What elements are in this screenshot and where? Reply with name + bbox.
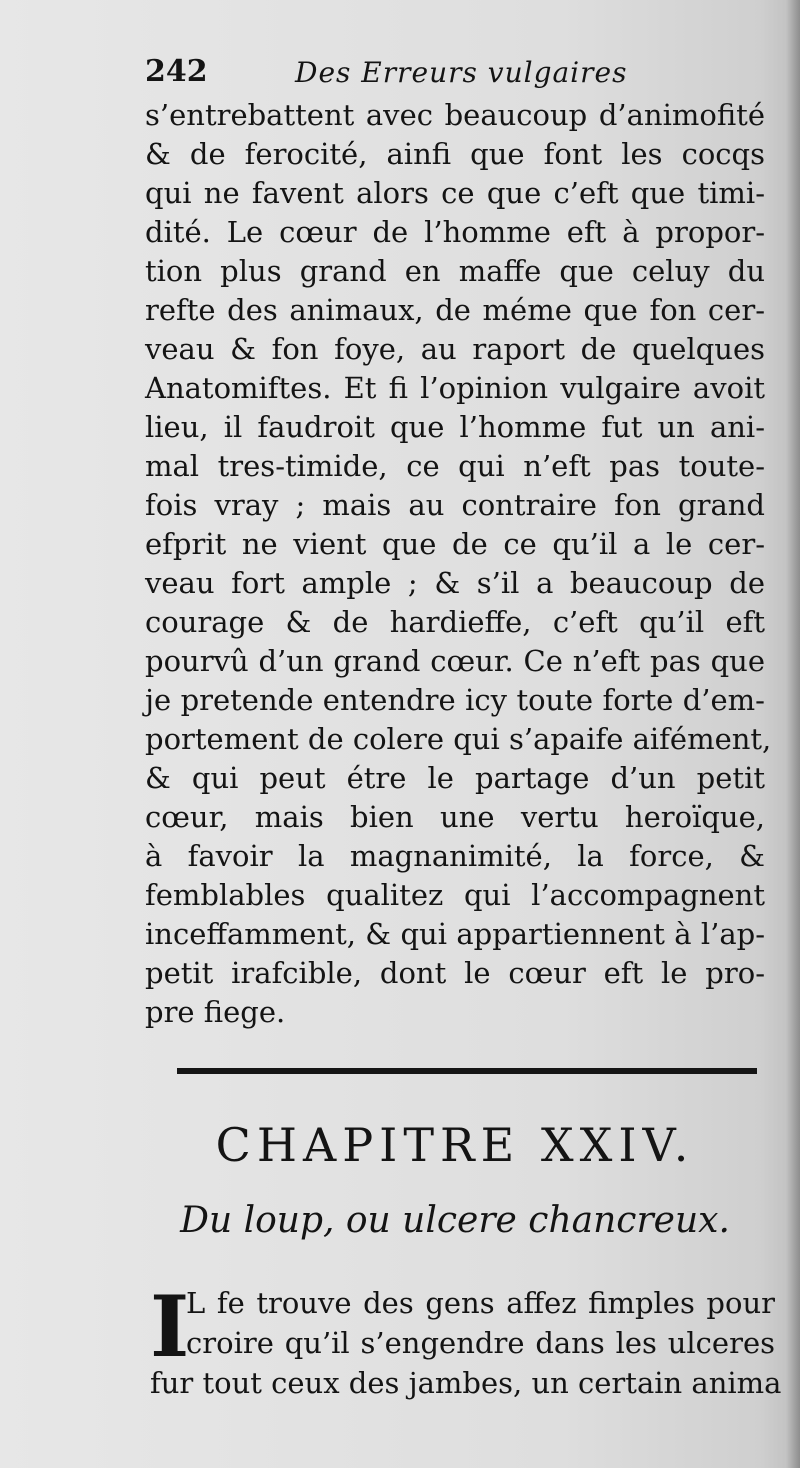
text-line: s’entrebattent avec beaucoup d’animofité	[145, 98, 765, 132]
text-line: refte des animaux, de méme que fon cer-	[145, 293, 765, 327]
text-line: lieu, il faudroit que l’homme fut un ani-	[145, 410, 765, 444]
running-head	[145, 54, 755, 94]
text-line: courage & de hardieffe, c’eft qu’il eft	[145, 605, 765, 639]
text-line: Anatomiftes. Et fi l’opinion vulgaire avoit	[145, 371, 765, 405]
text-line: je pretende entendre icy toute forte d’em-	[145, 683, 765, 717]
text-line: veau fort ample ; & s’il a beaucoup de	[145, 566, 765, 600]
text-line: inceffamment, & qui appartiennent à l’ap-	[145, 917, 765, 951]
chapter-title: CHAPITRE XXIV.	[215, 1118, 695, 1172]
page-number: 242	[145, 54, 208, 89]
text-line: & qui peut étre le partage d’un petit	[145, 761, 765, 795]
text-line: L fe trouve des gens affez fimples pour	[186, 1286, 775, 1320]
text-line: & de ferocité, ainfi que font les cocqs	[145, 137, 765, 171]
text-line: femblables qualitez qui l’accompagnent	[145, 878, 765, 912]
chapter-text	[150, 1277, 782, 1403]
running-title: Des Erreurs vulgaires	[295, 56, 628, 89]
text-line: pourvû d’un grand cœur. Ce n’eft pas que	[145, 644, 765, 678]
text-line: veau & fon foye, au raport de quelques	[145, 332, 765, 366]
text-line: mal tres-timide, ce qui n’eft pas toute-	[145, 449, 765, 483]
text-line: portement de colere qui s’apaife aifément,	[145, 722, 772, 756]
text-line: tion plus grand en maffe que celuy du	[145, 254, 765, 288]
section-divider-rule	[177, 1068, 757, 1074]
text-line: petit irafcible, dont le cœur eft le pro-	[145, 956, 765, 990]
text-line: à favoir la magnanimité, la force, &	[145, 839, 765, 873]
text-line: fois vray ; mais au contraire fon grand	[145, 488, 765, 522]
text-line-last: pre fiege.	[145, 995, 286, 1029]
text-line: dité. Le cœur de l’homme eft à propor-	[145, 215, 765, 249]
text-line: qui ne favent alors ce que c’eft que timi-	[145, 176, 765, 210]
text-line: cœur, mais bien une vertu heroïque,	[145, 800, 765, 834]
page-edge-shadow	[786, 0, 800, 1468]
text-line: fur tout ceux des jambes, un certain anima	[150, 1366, 782, 1400]
body-text	[145, 96, 772, 1032]
text-line: efprit ne vient que de ce qu’il a le cer-	[145, 527, 765, 561]
drop-cap: I	[150, 1277, 190, 1376]
chapter-subtitle: Du loup, ou ulcere chancreux.	[180, 1200, 730, 1241]
text-line: croire qu’il s’engendre dans les ulceres	[186, 1326, 775, 1360]
